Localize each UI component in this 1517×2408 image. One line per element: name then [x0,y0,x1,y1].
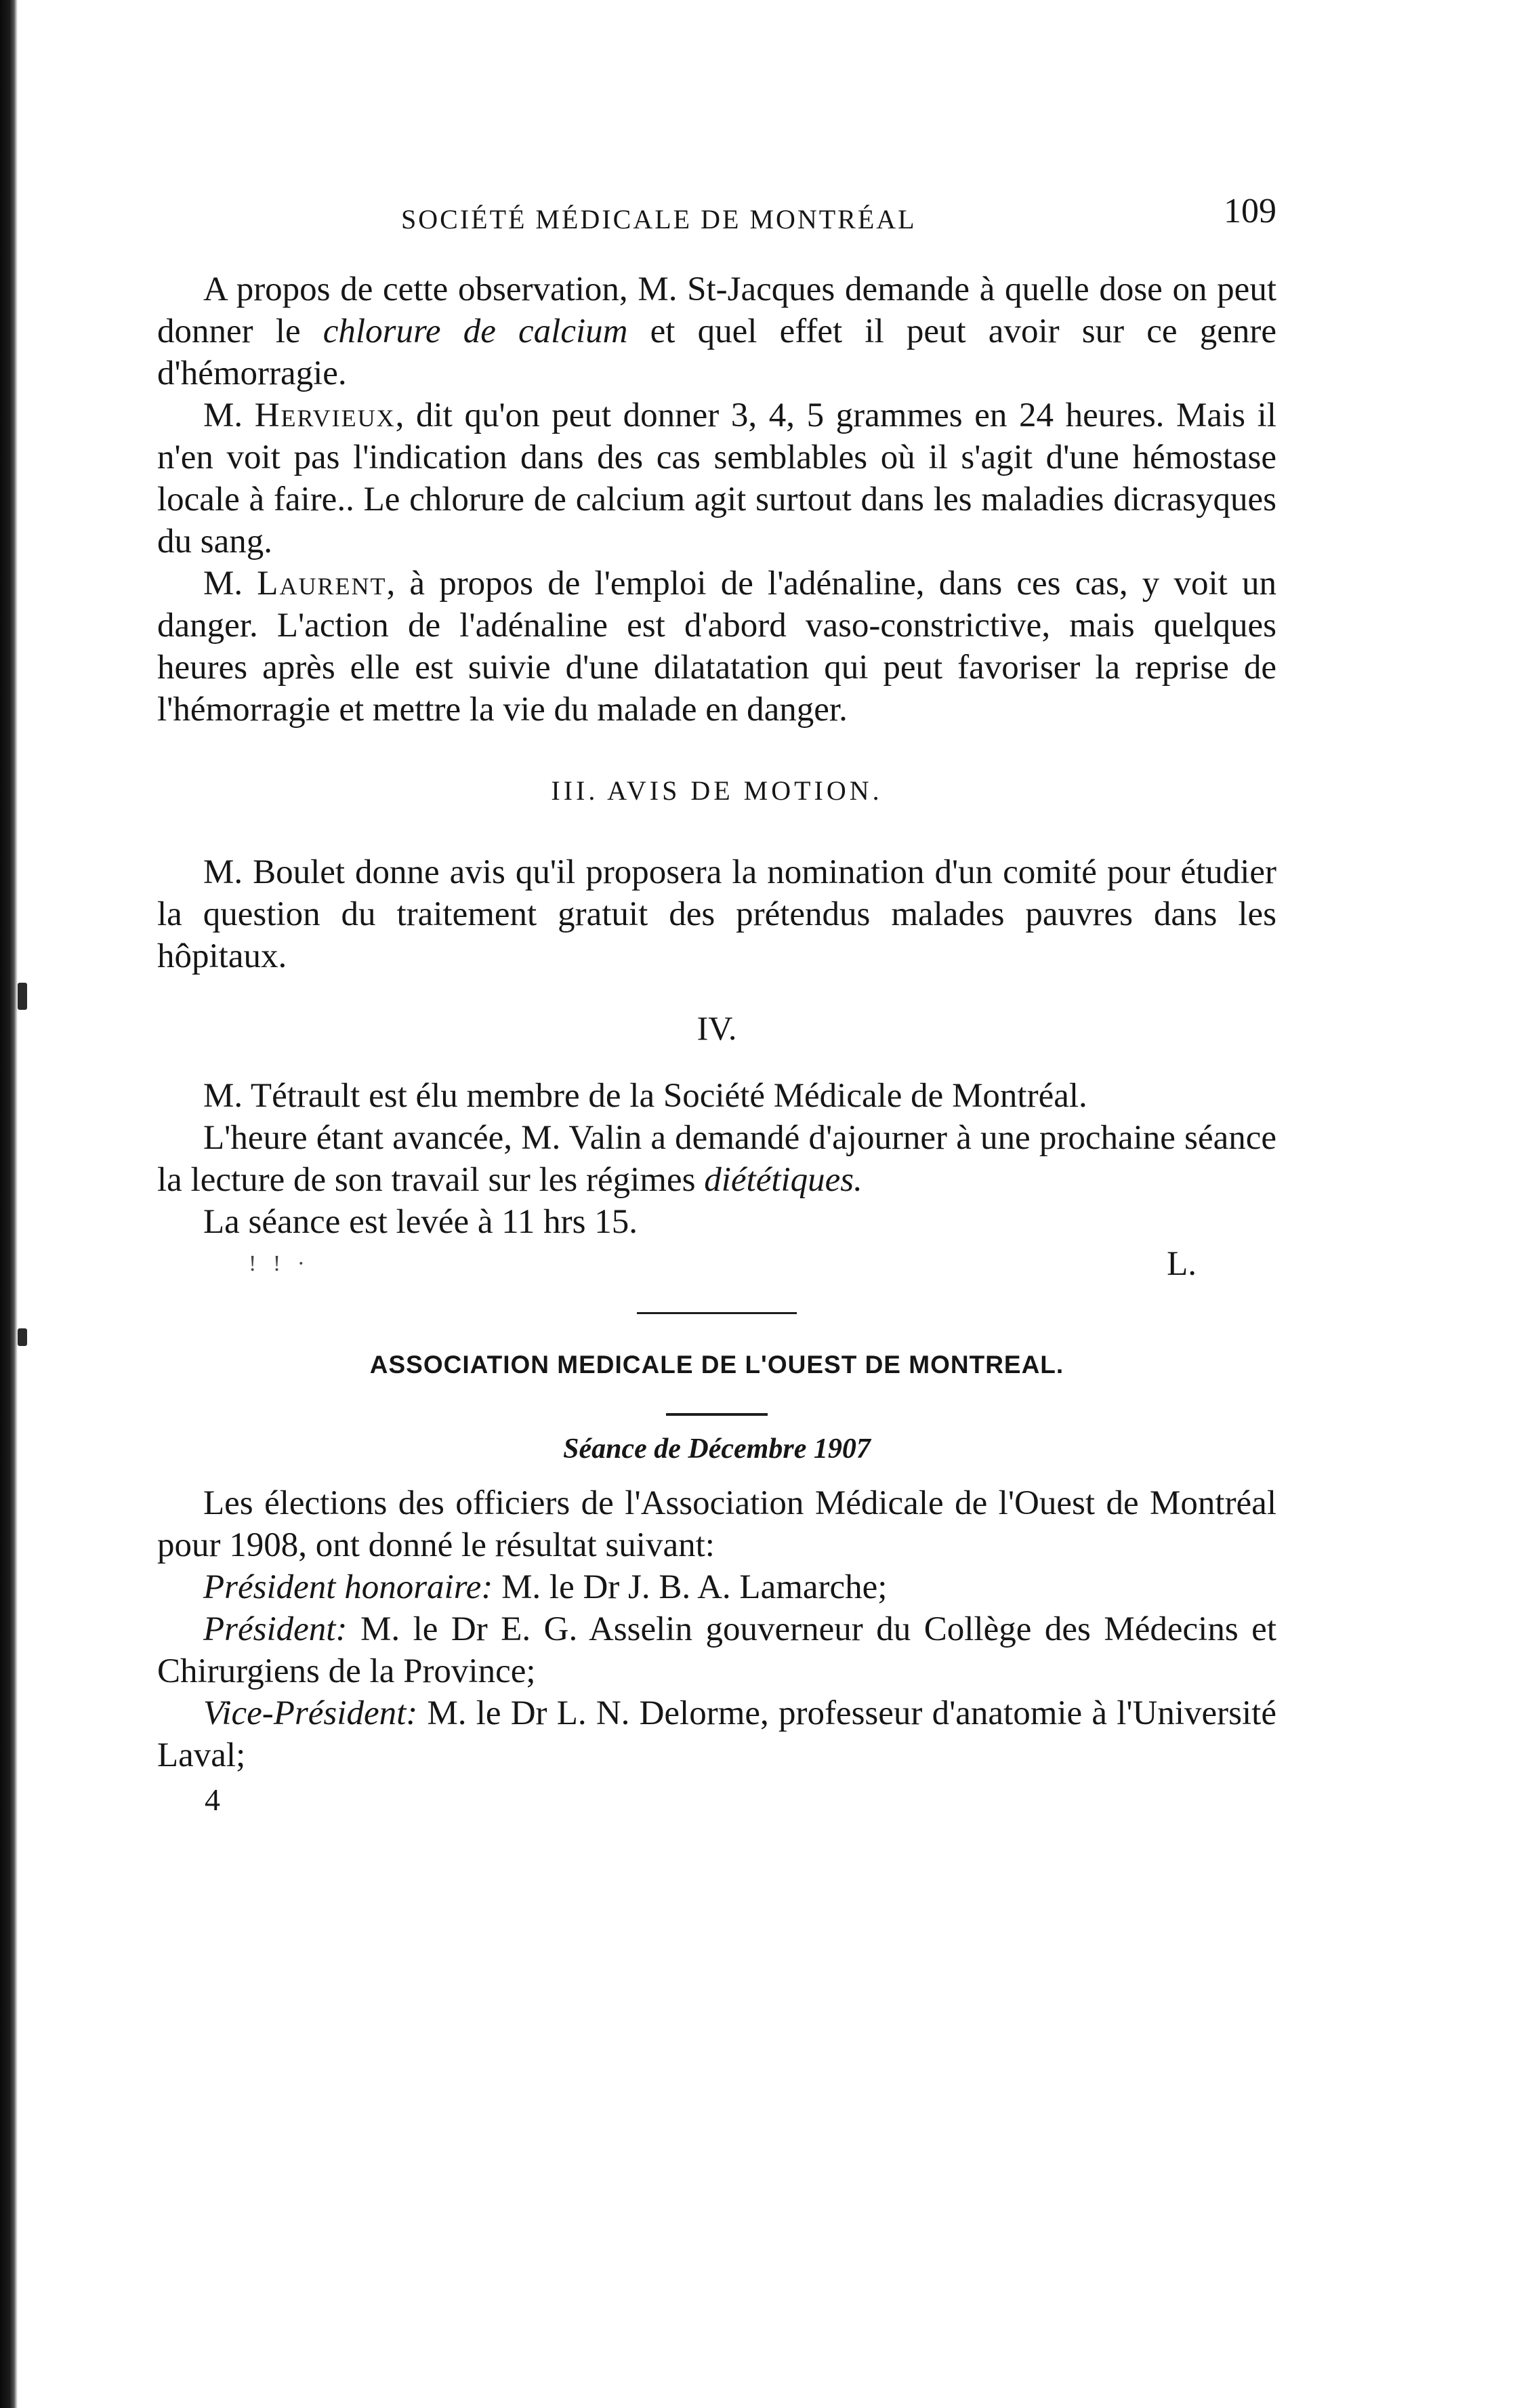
paragraph-elections: Les élections des officiers de l'Association Médicale de l'Ouest de Montréal pour 1908, ont donné le résultat suivant: [157,1484,1276,1564]
officer-vice-president [157,1692,1276,1776]
italic-dietetiques: diététiques. [704,1161,863,1199]
seance-title: Séance de Décembre 1907 [563,1433,871,1465]
paragraph-st-jacques: A propos de cette observation, M. St-Jacques demande à quelle dose on peut donner le chlorure de calcium et quel effet il peut avoir sur ce genre d'hémorragie. [157,270,1276,392]
officer-text: M. le Dr E. G. Asselin gouverneur du Collège des Médecins et Chirurgiens de la Province; [157,1610,1276,1690]
signature-marks: ! ! · [249,1251,310,1276]
body-text [157,268,1276,1821]
officer-president-honoraire [157,1566,1276,1608]
officer-role: Président honoraire: [203,1568,493,1606]
running-head: SOCIÉTÉ MÉDICALE DE MONTRÉAL [401,204,917,234]
prefix-m: M. [203,565,257,603]
signature-mark: 4 [205,1782,220,1817]
hervieux-text: , dit qu'on peut donner 3, 4, 5 grammes en 24 heures. Mais il n'en voit pas l'indication dans des cas semblables où il s'agit d'une hémostase locale à faire.. Le chlorure de calcium agit surtout dans les maladies dicrasyques du sang. [157,396,1276,560]
signature-initial: L. [1167,1245,1197,1283]
separator-rule-short [666,1413,768,1416]
page-header [157,191,1276,239]
paragraph-seance-levee: La séance est levée à 11 hrs 15. [203,1203,638,1241]
valin-text: L'heure étant avancée, M. Valin a demandé d'ajourner à une prochaine séance la lecture de son travail sur les régimes [157,1119,1276,1199]
separator-rule [637,1312,797,1314]
paragraph-tetrault: M. Tétrault est élu membre de la Société Médicale de Montréal. [203,1077,1087,1115]
page-number: 109 [1224,192,1276,230]
scan-speck [18,983,27,1010]
officer-president [157,1608,1276,1692]
paragraph-boulet: M. Boulet donne avis qu'il proposera la nomination d'un comité pour étudier la question du traitement gratuit des prétendus malades pauvres dans les hôpitaux. [157,853,1276,975]
laurent-text: , à propos de l'emploi de l'adénaline, dans ces cas, y voit un danger. L'action de l'adénaline est d'abord vaso-constrictive, mais quelques heures après elle est suivie d'une dilatatation qui peut favoriser la reprise de l'hémorragie et mettre la vie du malade en danger. [157,565,1276,729]
scan-speck [18,1328,27,1346]
signature-line [157,1243,1276,1285]
paragraph-valin [157,1117,1276,1201]
paragraph-laurent [157,563,1276,731]
italic-chlorure: chlorure de calcium [323,312,628,350]
speaker-hervieux: Hervieux [254,396,396,434]
officer-text: M. le Dr J. B. A. Lamarche; [493,1568,888,1606]
officer-text: M. le Dr L. N. Delorme, professeur d'anatomie à l'Université Laval; [157,1694,1276,1774]
officer-role: Vice-Président: [203,1694,418,1732]
speaker-laurent: Laurent [257,565,387,603]
page [157,0,1276,2408]
section-title-iv: IV. [697,1009,737,1047]
prefix-m: M. [203,396,255,434]
section-title-motion: III. AVIS DE MOTION. [551,775,883,806]
paragraph-hervieux [157,394,1276,563]
association-title: ASSOCIATION MEDICALE DE L'OUEST DE MONTREAL. [369,1351,1064,1379]
officer-role: Président: [203,1610,348,1648]
scan-edge-left [0,0,18,2408]
